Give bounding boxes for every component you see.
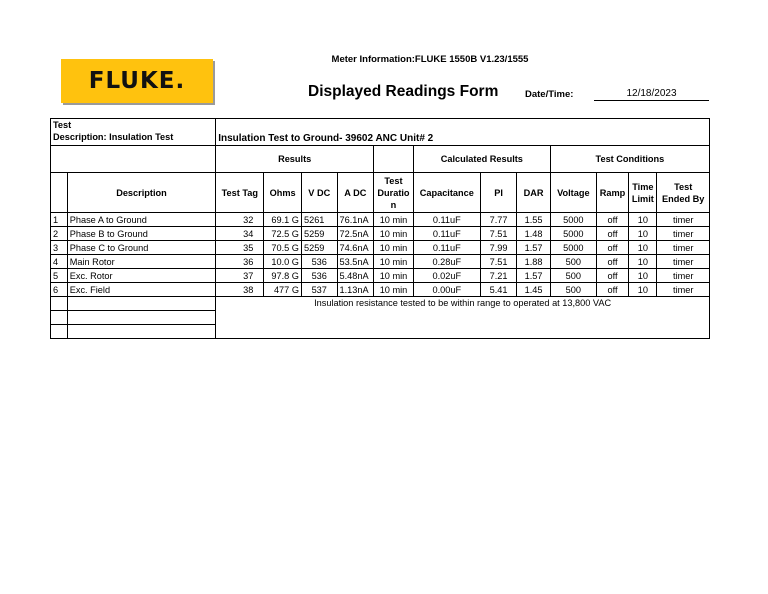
row-voltage: 5000 (550, 213, 596, 227)
row-number: 2 (51, 227, 68, 241)
blank-description (67, 297, 216, 311)
note: Insulation resistance tested to be within range to operated at 13,800 VAC (216, 297, 710, 339)
row-adc: 53.5nA (337, 255, 374, 269)
header-ramp: Ramp (596, 173, 628, 213)
row-time-limit: 10 (629, 269, 657, 283)
row-description: Main Rotor (67, 255, 216, 269)
row-voltage: 500 (550, 255, 596, 269)
blank-num (51, 325, 68, 339)
row-adc: 1.13nA (337, 283, 374, 297)
row-duration: 10 min (374, 213, 414, 227)
row-description: Phase C to Ground (67, 241, 216, 255)
header-pi: PI (480, 173, 517, 213)
row-pi: 7.99 (480, 241, 517, 255)
blank-num (51, 311, 68, 325)
row-duration: 10 min (374, 255, 414, 269)
row-ramp: off (596, 213, 628, 227)
row-capacitance: 0.11uF (413, 213, 480, 227)
group-blank-left (51, 146, 216, 173)
group-calculated-results: Calculated Results (413, 146, 550, 173)
row-vdc: 5259 (301, 241, 337, 255)
row-number: 5 (51, 269, 68, 283)
fluke-logo (61, 59, 213, 103)
header-adc: A DC (337, 173, 374, 213)
header-test-tag: Test Tag (216, 173, 264, 213)
row-ramp: off (596, 269, 628, 283)
table-row (51, 269, 710, 283)
row-capacitance: 0.02uF (413, 269, 480, 283)
blank-description (67, 311, 216, 325)
row-number: 6 (51, 283, 68, 297)
row-ramp: off (596, 227, 628, 241)
row-number: 4 (51, 255, 68, 269)
row-ohms: 72.5 G (264, 227, 302, 241)
row-capacitance: 0.11uF (413, 241, 480, 255)
test-label-line2: Description: Insulation Test (53, 132, 174, 142)
blank-num (51, 297, 68, 311)
row-adc: 5.48nA (337, 269, 374, 283)
group-blank-duration (374, 146, 414, 173)
table-row (51, 227, 710, 241)
row-duration: 10 min (374, 227, 414, 241)
form-title: Displayed Readings Form (308, 83, 499, 100)
row-ended-by: timer (657, 213, 710, 227)
test-label-line1: Test (53, 120, 72, 130)
table-row (51, 283, 710, 297)
row-voltage: 500 (550, 269, 596, 283)
row-description: Phase B to Ground (67, 227, 216, 241)
table-row (51, 241, 710, 255)
group-results: Results (216, 146, 374, 173)
row-ramp: off (596, 283, 628, 297)
row-voltage: 500 (550, 283, 596, 297)
header-num (51, 173, 68, 213)
row-voltage: 5000 (550, 241, 596, 255)
row-ohms: 69.1 G (264, 213, 302, 227)
group-test-conditions: Test Conditions (550, 146, 709, 173)
row-pi: 5.41 (480, 283, 517, 297)
row-dar: 1.48 (517, 227, 550, 241)
header-test-ended-by: Test Ended By (657, 173, 710, 213)
row-vdc: 5259 (301, 227, 337, 241)
row-dar: 1.45 (517, 283, 550, 297)
row-pi: 7.51 (480, 227, 517, 241)
row-pi: 7.21 (480, 269, 517, 283)
header-description: Description (67, 173, 216, 213)
row-vdc: 537 (301, 283, 337, 297)
header-voltage: Voltage (550, 173, 596, 213)
row-duration: 10 min (374, 269, 414, 283)
row-adc: 72.5nA (337, 227, 374, 241)
row-number: 3 (51, 241, 68, 255)
row-description: Exc. Rotor (67, 269, 216, 283)
table-row (51, 213, 710, 227)
header-dar: DAR (517, 173, 550, 213)
row-time-limit: 10 (629, 227, 657, 241)
table-row (51, 255, 710, 269)
row-dar: 1.57 (517, 269, 550, 283)
row-description: Exc. Field (67, 283, 216, 297)
row-adc: 76.1nA (337, 213, 374, 227)
row-capacitance: 0.00uF (413, 283, 480, 297)
row-time-limit: 10 (629, 213, 657, 227)
row-ended-by: timer (657, 283, 710, 297)
row-test-tag: 35 (216, 241, 264, 255)
test-description: Insulation Test to Ground- 39602 ANC Unit# 2 (216, 119, 710, 146)
row-vdc: 536 (301, 255, 337, 269)
meter-information: Meter Information:FLUKE 1550B V1.23/1555 (331, 54, 529, 65)
logo-text: FLUKE. (88, 68, 186, 94)
row-test-tag: 37 (216, 269, 264, 283)
date-label: Date/Time: (525, 89, 574, 100)
row-adc: 74.6nA (337, 241, 374, 255)
row-test-tag: 34 (216, 227, 264, 241)
header-test-duration: Test Duratio n (374, 173, 414, 213)
row-dar: 1.55 (517, 213, 550, 227)
row-test-tag: 38 (216, 283, 264, 297)
row-ohms: 10.0 G (264, 255, 302, 269)
row-description: Phase A to Ground (67, 213, 216, 227)
row-dar: 1.88 (517, 255, 550, 269)
header-capacitance: Capacitance (413, 173, 480, 213)
row-ended-by: timer (657, 255, 710, 269)
row-capacitance: 0.28uF (413, 255, 480, 269)
row-ended-by: timer (657, 269, 710, 283)
row-capacitance: 0.11uF (413, 227, 480, 241)
header-ohms: Ohms (264, 173, 302, 213)
row-dar: 1.57 (517, 241, 550, 255)
row-pi: 7.51 (480, 255, 517, 269)
row-ramp: off (596, 241, 628, 255)
header-vdc: V DC (301, 173, 337, 213)
row-time-limit: 10 (629, 255, 657, 269)
row-vdc: 5261 (301, 213, 337, 227)
row-ramp: off (596, 255, 628, 269)
row-test-tag: 32 (216, 213, 264, 227)
date-value: 12/18/2023 (594, 88, 709, 101)
row-duration: 10 min (374, 241, 414, 255)
row-time-limit: 10 (629, 283, 657, 297)
row-ohms: 477 G (264, 283, 302, 297)
row-ohms: 97.8 G (264, 269, 302, 283)
row-ended-by: timer (657, 227, 710, 241)
row-number: 1 (51, 213, 68, 227)
blank-description (67, 325, 216, 339)
row-test-tag: 36 (216, 255, 264, 269)
test-label-cell (51, 119, 216, 146)
row-pi: 7.77 (480, 213, 517, 227)
row-duration: 10 min (374, 283, 414, 297)
row-ended-by: timer (657, 241, 710, 255)
row-voltage: 5000 (550, 227, 596, 241)
row-vdc: 536 (301, 269, 337, 283)
header-time-limit: Time Limit (629, 173, 657, 213)
row-time-limit: 10 (629, 241, 657, 255)
row-ohms: 70.5 G (264, 241, 302, 255)
readings-table (50, 118, 710, 339)
